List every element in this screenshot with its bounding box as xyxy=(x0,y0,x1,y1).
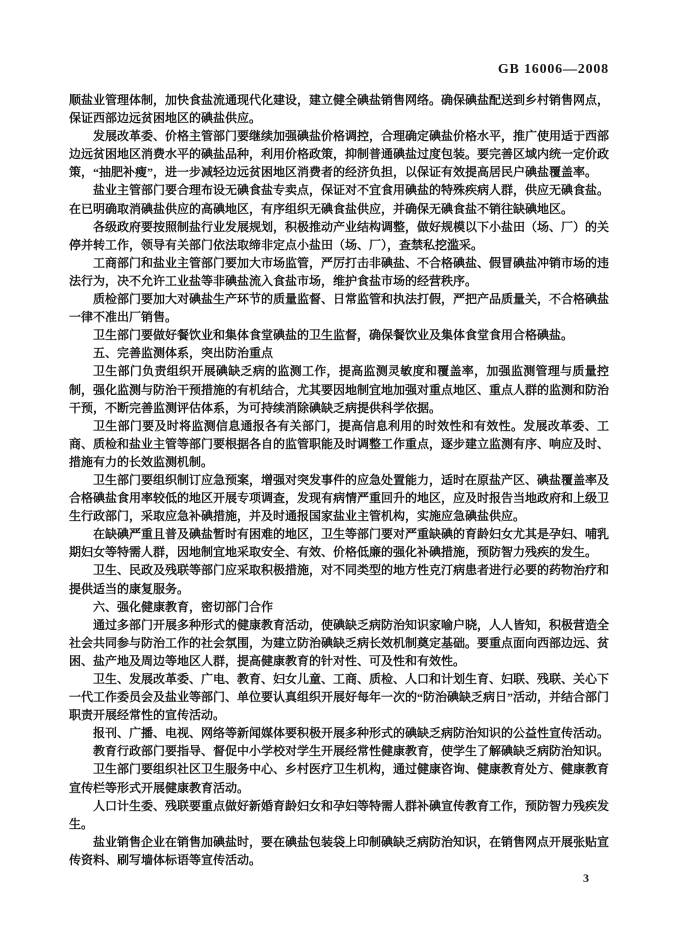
paragraph: 卫生部门要组织制订应急预案，增强对突发事件的应急处置能力，适时在原盐产区、碘盐覆盖率及合格碘盐食用率较低的地区开展专项调查，发现有病情严重回升的地区，应及时报告当地政府和上级卫生行政部门，采取应急补碘措施，并及时通报国家盐业主管机构，实施应急碘盐供应。 xyxy=(69,472,610,524)
paragraph: 工商部门和盐业主管部门要加大市场监管，严厉打击非碘盐、不合格碘盐、假冒碘盐冲销市场的违法行为，决不允许工业盐等非碘盐流入食盐市场，维护食盐市场的经营秩序。 xyxy=(69,255,610,288)
paragraph: 在缺碘严重且普及碘盐暂时有困难的地区，卫生等部门要对严重缺碘的育龄妇女尤其是孕妇、哺乳期妇女等特需人群，因地制宜地采取安全、有效、价格低廉的强化补碘措施，预防智力残疾的发生。 xyxy=(69,527,610,560)
paragraph: 各级政府要按照制盐行业发展规划，积极推动产业结构调整，做好规模以下小盐田（场、厂）的关停并转工作，领导有关部门依法取缔非定点小盐田（场、厂），查禁私挖滥采。 xyxy=(69,219,610,252)
paragraph: 卫生部门要及时将监测信息通报各有关部门，提高信息利用的时效性和有效性。发展改革委、工商、质检和盐业主管等部门要根据各自的监管职能及时调整工作重点，逐步建立监测有序、响应及时、措施有力的长效监测机制。 xyxy=(69,418,610,469)
paragraph: 卫生部门要做好餐饮业和集体食堂碘盐的卫生监督，确保餐饮业及集体食堂食用合格碘盐。 xyxy=(93,328,574,343)
paragraph: 盐业主管部门要合理布设无碘食盐专卖点，保证对不宜食用碘盐的特殊疾病人群，供应无碘食盐。在已明确取消碘盐供应的高碘地区，有序组织无碘食盐供应，并确保无碘食盐不销往缺碘地区。 xyxy=(69,183,610,216)
paragraph: 卫生、发展改革委、广电、教育、妇女儿童、工商、质检、人口和计划生育、妇联、残联、关心下一代工作委员会及盐业等部门、单位要认真组织开展好每年一次的“防治碘缺乏病日”活动，并结合部门职责开展经常性的宣传活动。 xyxy=(69,672,610,723)
section-heading-5: 五、完善监测体系，突出防治重点 xyxy=(93,346,274,361)
page-footer xyxy=(583,871,589,886)
paragraph: 通过多部门开展多种形式的健康教育活动，使碘缺乏病防治知识家喻户晓，人人皆知，积极营造全社会共同参与防治工作的社会氛围，为建立防治碘缺乏病长效机制奠定基础。要重点面向西部边远、贫困、盐产地及周边等地区人群，提高健康教育的针对性、可及性和有效性。 xyxy=(69,617,610,668)
page-number: 3 xyxy=(583,871,589,885)
section-heading-6: 六、强化健康教育，密切部门合作 xyxy=(93,599,274,614)
paragraph: 盐业销售企业在销售加碘盐时，要在碘盐包装袋上印制碘缺乏病防治知识，在销售网点开展张贴宣传资料、刷写墙体标语等宣传活动。 xyxy=(69,834,610,867)
paragraph: 卫生部门要组织社区卫生服务中心、乡村医疗卫生机构，通过健康咨询、健康教育处方、健康教育宣传栏等形式开展健康教育活动。 xyxy=(69,762,610,795)
paragraph: 报刊、广播、电视、网络等新闻媒体要积极开展多种形式的碘缺乏病防治知识的公益性宣传活动。 xyxy=(93,726,610,741)
paragraph: 发展改革委、价格主管部门要继续加强碘盐价格调控，合理确定碘盐价格水平，推广使用适于西部边远贫困地区消费水平的碘盐品种，利用价格政策，抑制普通碘盐过度包装。要完善区域内统一定价政策，“抽肥补瘦”，进一步减轻边远贫困地区消费者的经济负担，以保证有效提高居民户碘盐覆盖率。 xyxy=(69,129,610,180)
paragraph: 教育行政部门要指导、督促中小学校对学生开展经常性健康教育，使学生了解碘缺乏病防治知识。 xyxy=(93,744,610,759)
standard-code: GB 16006—2008 xyxy=(497,62,609,77)
document-body xyxy=(69,91,609,869)
paragraph: 质检部门要加大对碘盐生产环节的质量监督、日常监管和执法打假，严把产品质量关，不合格碘盐一律不准出厂销售。 xyxy=(69,292,610,325)
paragraph: 卫生、民政及残联等部门应采取积极措施，对不同类型的地方性克汀病患者进行必要的药物治疗和提供适当的康复服务。 xyxy=(69,563,610,596)
paragraph: 人口计生委、残联要重点做好新婚育龄妇女和孕妇等特需人群补碘宣传教育工作，预防智力残疾发生。 xyxy=(69,798,610,831)
paragraph: 顺盐业管理体制，加快食盐流通现代化建设，建立健全碘盐销售网络。确保碘盐配送到乡村销售网点，保证西部边远贫困地区的碘盐供应。 xyxy=(69,93,610,126)
page-header xyxy=(69,62,609,78)
paragraph: 卫生部门负责组织开展碘缺乏病的监测工作，提高监测灵敏度和覆盖率，加强监测管理与质量控制，强化监测与防治干预措施的有机结合，尤其要因地制宜地加强对重点地区、重点人群的监测和防治干预，不断完善监测评估体系，为可持续消除碘缺乏病提供科学依据。 xyxy=(69,364,610,415)
